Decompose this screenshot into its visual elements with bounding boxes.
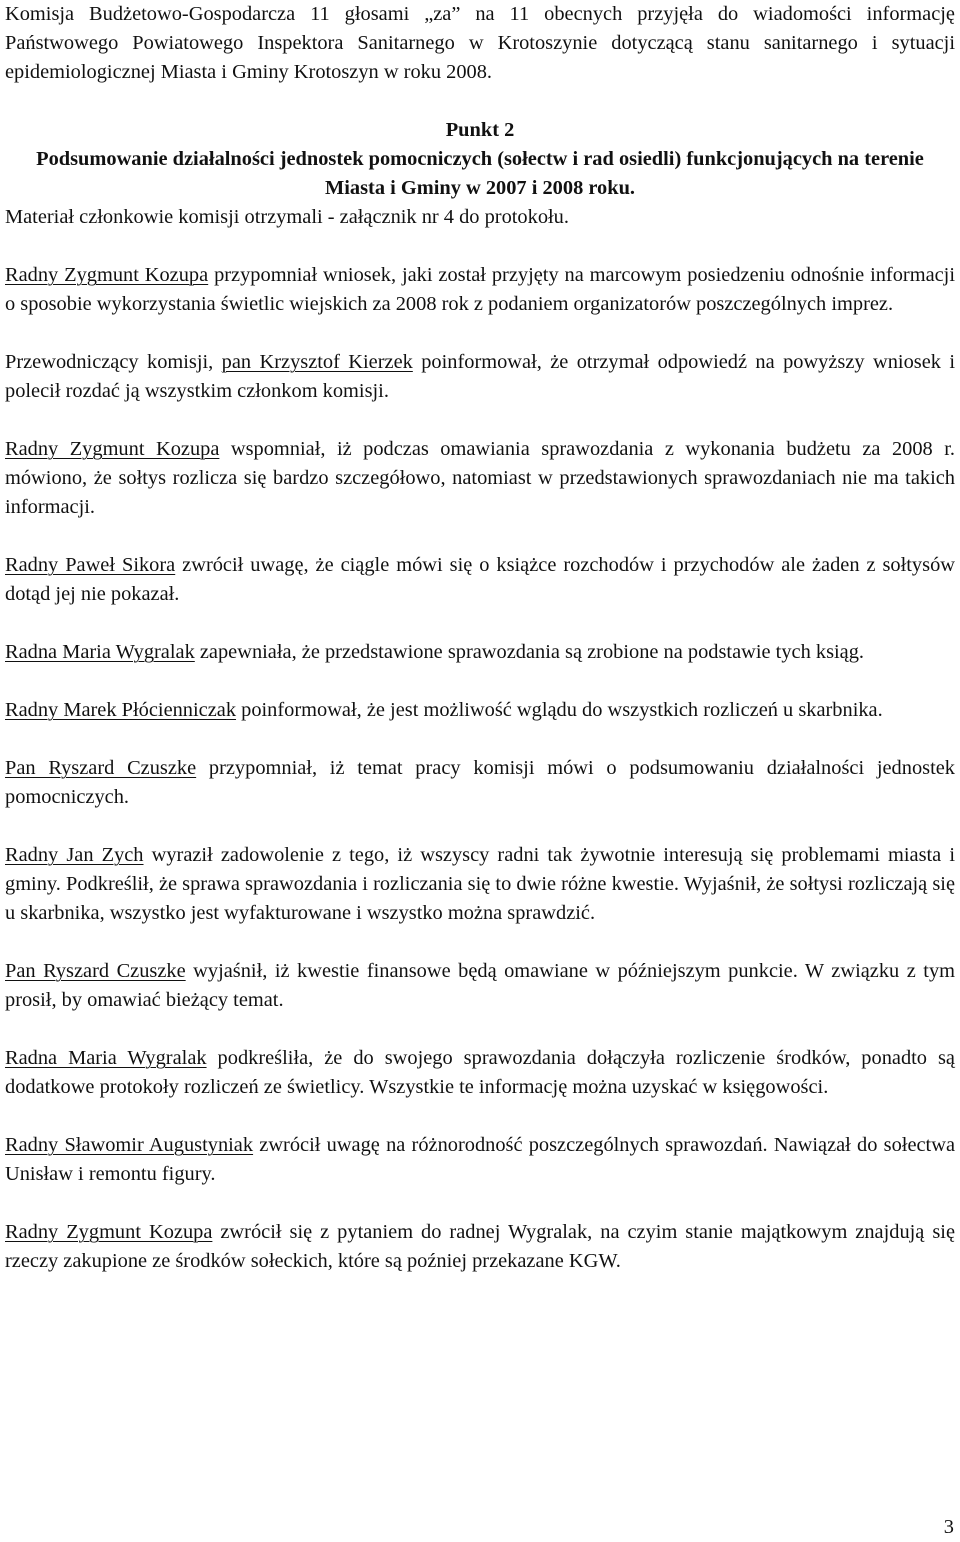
paragraph-text: zapewniała, że przedstawione sprawozdania są zrobione na podstawie tych ksiąg. [194, 641, 865, 663]
page-number: 3 [943, 1516, 954, 1538]
speaker-name: Radny Zygmunt Kozupa [5, 438, 220, 460]
material-note: Materiał członkowie komisji otrzymali - załącznik nr 4 do protokołu. [5, 206, 569, 228]
paragraph-11 [5, 1131, 955, 1189]
speaker-name: Radna Maria Wygralak [5, 1047, 207, 1069]
paragraph-text: podkreśliła, że do swojego sprawozdania dołączyła rozliczenie środków, ponadto są dodatkowe protokoły rozliczeń ze świetlicy. Wszystkie te informację można uzyskać w księgowości. [5, 1047, 955, 1098]
paragraph-4 [5, 551, 955, 609]
paragraph-6 [5, 696, 955, 725]
paragraph-5 [5, 638, 955, 667]
paragraph-8 [5, 841, 955, 928]
paragraph-12 [5, 1218, 955, 1276]
speaker-name: Radny Jan Zych [5, 844, 144, 866]
paragraph-text: poinformował, że jest możliwość wglądu do wszystkich rozliczeń u skarbnika. [236, 699, 883, 721]
speaker-name: Pan Ryszard Czuszke [5, 757, 197, 779]
speaker-name: Pan Ryszard Czuszke [5, 960, 186, 982]
paragraph-text: zwrócił się z pytaniem do radnej Wygralak, na czyim stanie majątkowym znajdują się rzeczy zakupione ze środków sołeckich, które są poźniej przekazane KGW. [5, 1221, 955, 1272]
paragraph-3 [5, 435, 955, 522]
document-page [5, 0, 955, 1276]
paragraph-text: wyjaśnił, iż kwestie finansowe będą omawiane w późniejszym punkcie. W związku z tym prosił, by omawiać bieżący temat. [5, 960, 955, 1011]
paragraph-text: przypomniał, iż temat pracy komisji mówi o podsumowaniu działalności jednostek pomocniczych. [5, 757, 955, 808]
paragraph-2 [5, 348, 955, 406]
paragraph-text: zwrócił uwagę, że ciągle mówi się o książce rozchodów i przychodów ale żaden z sołtysów dotąd jej nie pokazał. [5, 554, 955, 605]
intro-paragraph: Komisja Budżetowo-Gospodarcza 11 głosami „za” na 11 obecnych przyjęła do wiadomości informację Państwowego Powiatowego Inspektora Sanitarnego w Krotoszynie dotyczącą stanu sanitarnego i sytuacji epidemiologicznej Miasta i Gminy Krotoszyn w roku 2008. [5, 3, 955, 83]
paragraph-prefix: Przewodniczący komisji, [5, 351, 222, 373]
paragraph-1 [5, 261, 955, 319]
paragraph-text: przypomniał wniosek, jaki został przyjęty na marcowym posiedzeniu odnośnie informacji o sposobie wykorzystania świetlic wiejskich za 2008 rok z podaniem organizatorów poszczególnych imprez. [5, 264, 956, 315]
paragraph-text: wspomniał, iż podczas omawiania sprawozdania z wykonania budżetu za 2008 r. mówiono, że sołtys rozlicza się bardzo szczegółowo, natomiast w przedstawionych sprawozdaniach nie ma takich informacji. [5, 438, 955, 518]
speaker-name: Radny Marek Płócienniczak [5, 699, 237, 721]
speaker-name: Radny Paweł Sikora [5, 554, 176, 576]
paragraph-9 [5, 957, 955, 1015]
speaker-name: Radny Sławomir Augustyniak [5, 1134, 254, 1156]
paragraph-text: poinformował, że otrzymał odpowiedź na powyższy wniosek i polecił rozdać ją wszystkim członkom komisji. [5, 351, 956, 402]
paragraph-text: zwrócił uwagę na różnorodność poszczególnych sprawozdań. Nawiązał do sołectwa Unisław i remontu figury. [5, 1134, 956, 1185]
speaker-name: Radna Maria Wygralak [5, 641, 195, 663]
speaker-name: Radny Zygmunt Kozupa [5, 264, 209, 286]
paragraph-text: wyraził zadowolenie z tego, iż wszyscy radni tak żywotnie interesują się problemami miasta i gminy. Podkreślił, że sprawa sprawozdania i rozliczania się to dwie różne kwestie. Wyjaśnił, że sołtysi rozliczają się u skarbnika, wszystko jest wyfakturowane i wszystko można sprawdzić. [5, 844, 955, 924]
speaker-name: Radny Zygmunt Kozupa [5, 1221, 213, 1243]
point-title: Punkt 2 [445, 119, 515, 141]
paragraph-10 [5, 1044, 955, 1102]
paragraph-7 [5, 754, 955, 812]
point-subject: Podsumowanie działalności jednostek pomocniczych (sołectw i rad osiedli) funkcjonujących na terenie Miasta i Gminy w 2007 i 2008 roku. [36, 148, 924, 199]
speaker-name: pan Krzysztof Kierzek [221, 351, 413, 373]
